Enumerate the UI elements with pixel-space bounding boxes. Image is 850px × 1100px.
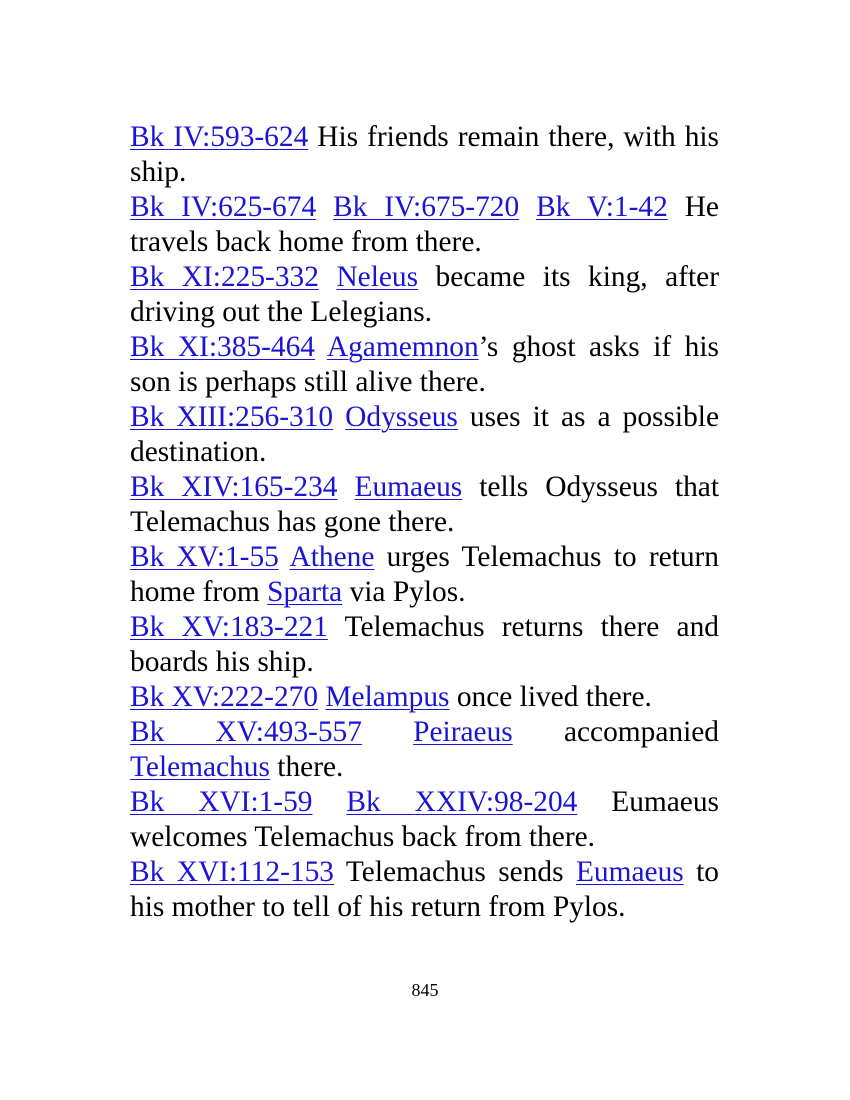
reference-entry	[130, 330, 719, 400]
book-reference-link[interactable]: Bk XV:222-270	[130, 681, 319, 713]
name-link[interactable]: Melampus	[325, 681, 450, 713]
book-reference-link[interactable]: Bk XIII:256-310	[130, 401, 334, 433]
entry-text: He travels back home from there.	[130, 191, 719, 258]
separator	[316, 191, 333, 223]
name-link[interactable]: Athene	[289, 541, 375, 573]
separator	[313, 786, 347, 818]
reference-entry	[130, 470, 719, 540]
name-link[interactable]: Peiraeus	[413, 716, 513, 748]
reference-entry	[130, 715, 719, 785]
entry-text: once lived there.	[449, 681, 652, 713]
separator	[315, 331, 327, 363]
name-link[interactable]: Agamemnon	[326, 331, 479, 363]
reference-entry	[130, 785, 719, 855]
book-reference-link[interactable]: Bk XV:493-557	[130, 716, 362, 748]
entry-text: His friends remain there, with his ship.	[130, 121, 719, 188]
separator	[519, 191, 536, 223]
entry-text: tells Odysseus that Telemachus has gone there.	[130, 471, 720, 538]
reference-entry	[130, 120, 719, 190]
reference-entry	[130, 400, 719, 470]
entry-text: Telemachus sends	[334, 856, 576, 888]
separator	[338, 471, 355, 503]
name-link[interactable]: Telemachus	[130, 751, 270, 783]
book-reference-link[interactable]: Bk IV:625-674	[130, 191, 317, 223]
separator	[279, 541, 290, 573]
separator	[319, 261, 337, 293]
reference-entry	[130, 855, 719, 925]
page-number: 845	[411, 980, 439, 1000]
reference-entry	[130, 680, 719, 715]
entry-text: Telemachus returns there and boards his ship.	[130, 611, 719, 678]
entry-text: accompanied	[512, 716, 719, 748]
entry-text: uses it as a possible destination.	[130, 401, 719, 468]
entry-text: Eumaeus welcomes Telemachus back from there.	[130, 786, 719, 853]
book-reference-link[interactable]: Bk XIV:165-234	[130, 471, 338, 503]
name-link[interactable]: Sparta	[267, 576, 343, 608]
book-reference-link[interactable]: Bk XI:225-332	[130, 261, 319, 293]
reference-entry	[130, 540, 719, 610]
book-reference-link[interactable]: Bk XV:183-221	[130, 611, 328, 643]
reference-entry	[130, 610, 719, 680]
book-reference-link[interactable]: Bk V:1-42	[536, 191, 668, 223]
separator	[362, 716, 413, 748]
reference-entry	[130, 260, 719, 330]
name-link[interactable]: Neleus	[336, 261, 419, 293]
book-reference-link[interactable]: Bk XV:1-55	[130, 541, 279, 573]
entry-text: ’s ghost asks if his son is perhaps still alive there.	[130, 331, 719, 398]
name-link[interactable]: Odysseus	[345, 401, 458, 433]
book-reference-link[interactable]: Bk XVI:112-153	[130, 856, 334, 888]
name-link[interactable]: Eumaeus	[575, 856, 684, 888]
book-reference-link[interactable]: Bk XVI:1-59	[130, 786, 313, 818]
entry-text: to his mother to tell of his return from Pylos.	[130, 856, 719, 923]
separator	[333, 401, 345, 433]
entry-text: via Pylos.	[342, 576, 466, 608]
name-link[interactable]: Eumaeus	[354, 471, 463, 503]
book-reference-link[interactable]: Bk XI:385-464	[130, 331, 315, 363]
entry-text: became its king, after driving out the Lelegians.	[130, 261, 719, 328]
book-reference-link[interactable]: Bk IV:675-720	[333, 191, 520, 223]
book-reference-link[interactable]: Bk IV:593-624	[130, 121, 309, 153]
entry-text: there.	[269, 751, 344, 783]
entry-text: urges Telemachus to return home from	[130, 541, 719, 608]
reference-list	[130, 120, 719, 925]
reference-entry	[130, 190, 719, 260]
book-reference-link[interactable]: Bk XXIV:98-204	[346, 786, 578, 818]
